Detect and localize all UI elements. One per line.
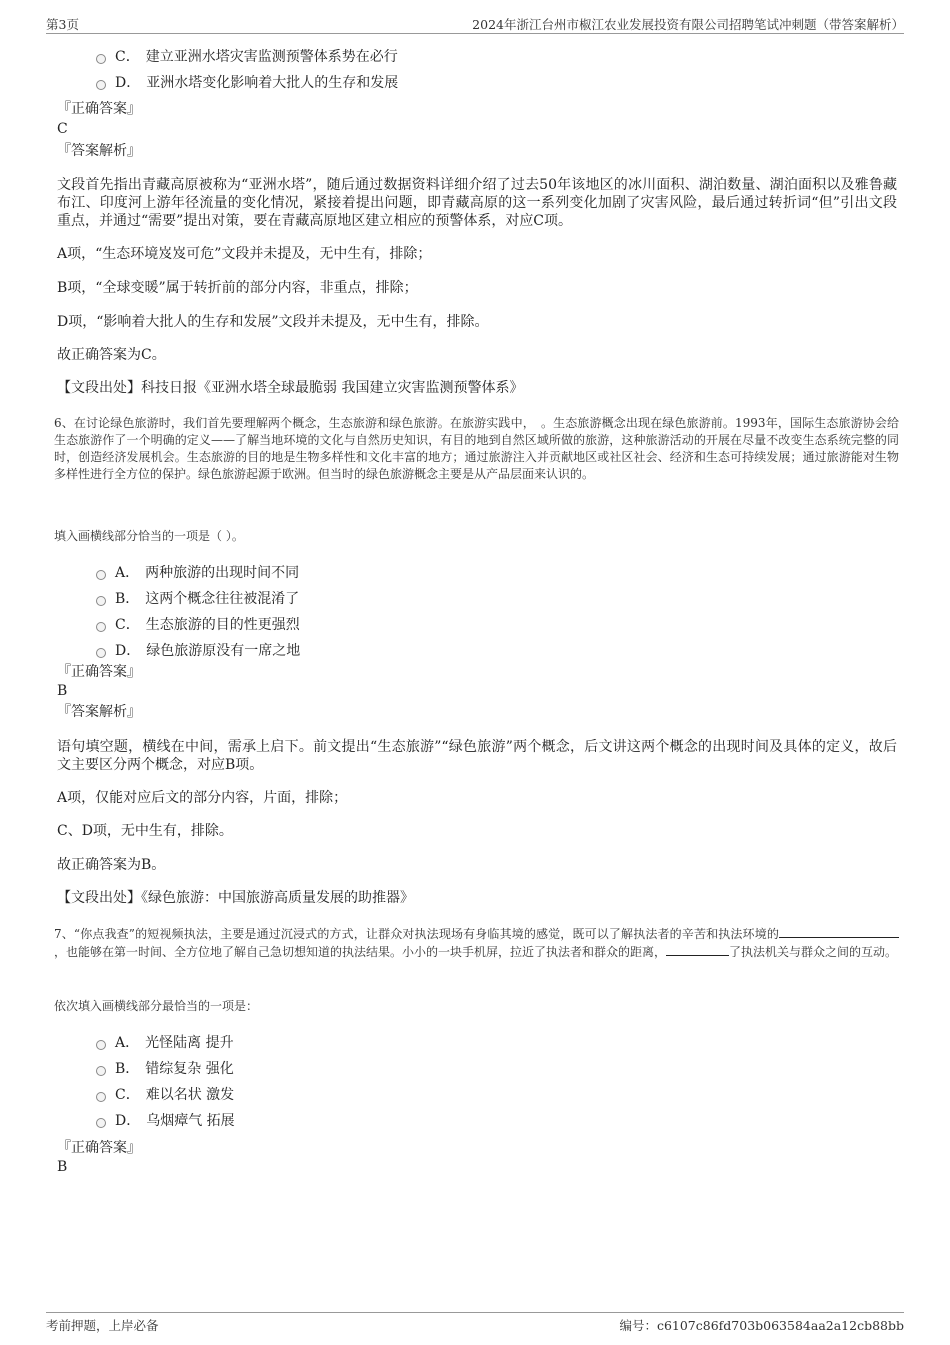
page-number: 第3页 — [46, 17, 79, 32]
q5-analysis-b: B项，“全球变暖”属于转折前的部分内容，非重点，排除； — [57, 280, 418, 296]
q6-answer-label: 『正确答案』 — [57, 664, 141, 680]
q6-answer: B — [57, 683, 68, 699]
q5-answer-label: 『正确答案』 — [57, 101, 141, 117]
q5-source: 【文段出处】科技日报《亚洲水塔全球最脆弱 我国建立灾害监测预警体系》 — [57, 380, 524, 396]
q6-conclusion: 故正确答案为B。 — [57, 857, 166, 873]
q7-question-text: 7、“你点我查”的短视频执法，主要是通过沉浸式的方式，让群众对执法现场有身临其境的感觉，既可以了解执法者的辛苦和执法环境的，也能够在第一时间、全方位地了解自己急切想知道的执法结果。小小的一块手机屏，拉近了执法者和群众的距离， 了执法机关与群众之间的互动。 — [54, 927, 898, 959]
q7-answer: B — [57, 1159, 68, 1175]
q6-prompt: 填入画横线部分恰当的一项是（ ）。 — [54, 529, 244, 543]
q5-analysis-paragraph: 文段首先指出青藏高原被称为“亚洲水塔”，随后通过数据资料详细介绍了过去50年该地区的冰川面积、湖泊数量、湖泊面积以及雅鲁藏布江、印度河上游年径流量的变化情况，紧接着提出问题，即青藏高原的这一系列变化加剧了灾害风险，最后通过转折词“但”引出文段重点，并通过“需要”提出对策，要在青藏高原地区建立相应的预警体系，对应C项。 — [57, 177, 897, 229]
radio-icon[interactable] — [96, 1066, 106, 1076]
q5-analysis-a: A项，“生态环境岌岌可危”文段并未提及，无中生有，排除； — [57, 246, 432, 262]
q5-option-d[interactable]: D． 亚洲水塔变化影响着大批人的生存和发展 — [96, 73, 398, 93]
q6-source: 【文段出处】《绿色旅游：中国旅游高质量发展的助推器》 — [57, 890, 414, 906]
q6-option-a[interactable]: A． 两种旅游的出现时间不同 — [96, 563, 299, 583]
q5-conclusion: 故正确答案为C。 — [57, 347, 166, 363]
blank-1 — [779, 925, 899, 938]
radio-icon[interactable] — [96, 80, 106, 90]
q5-answer: C — [57, 121, 68, 137]
footer-slogan: 考前押题，上岸必备 — [46, 1318, 159, 1333]
q6-analysis-cd: C、D项，无中生有，排除。 — [57, 823, 233, 839]
radio-icon[interactable] — [96, 622, 106, 632]
q7-option-b[interactable]: B． 错综复杂 强化 — [96, 1059, 234, 1079]
q7-answer-label: 『正确答案』 — [57, 1140, 141, 1156]
q5-option-c[interactable]: C． 建立亚洲水塔灾害监测预警体系势在必行 — [96, 47, 398, 67]
blank-2 — [666, 943, 729, 956]
document-code: 编号：c6107c86fd703b063584aa2a12cb88bb — [619, 1318, 904, 1333]
radio-icon[interactable] — [96, 1040, 106, 1050]
q6-option-b[interactable]: B． 这两个概念往往被混淆了 — [96, 589, 299, 609]
q6-analysis-a: A项，仅能对应后文的部分内容，片面，排除； — [57, 790, 348, 806]
q5-analysis-label: 『答案解析』 — [57, 143, 141, 159]
q6-option-d[interactable]: D． 绿色旅游原没有一席之地 — [96, 641, 300, 661]
q6-question-text: 6、在讨论绿色旅游时，我们首先要理解两个概念，生态旅游和绿色旅游。在旅游实践中， 。生态旅游概念出现在绿色旅游前。1993年，国际生态旅游协会给生态旅游作了一个明确的定义——了解当地环境的文化与自然历史知识，有目的地到自然区域所做的旅游，这种旅游活动的开展在尽量不改变生态系统完整的同时，创造经济发展机会。生态旅游的目的地是生物多样性和文化丰富的地方；通过旅游注入并贡献地区或社区社会、经济和生态可持续发展；通过旅游能对生物多样性进行全方位的保护。绿色旅游起源于欧洲。但当时的绿色旅游概念主要是从产品层面来认识的。 — [54, 416, 899, 481]
q7-option-a[interactable]: A． 光怪陆离 提升 — [96, 1033, 234, 1053]
q7-prompt: 依次填入画横线部分最恰当的一项是： — [54, 999, 259, 1013]
radio-icon[interactable] — [96, 648, 106, 658]
page-footer — [46, 1312, 904, 1337]
page-header — [46, 13, 904, 34]
radio-icon[interactable] — [96, 54, 106, 64]
radio-icon[interactable] — [96, 1118, 106, 1128]
q5-analysis-d: D项，“影响着大批人的生存和发展”文段并未提及，无中生有，排除。 — [57, 314, 489, 330]
document-title: 2024年浙江台州市椒江农业发展投资有限公司招聘笔试冲刺题（带答案解析） — [472, 17, 904, 32]
radio-icon[interactable] — [96, 570, 106, 580]
q7-option-d[interactable]: D． 乌烟瘴气 拓展 — [96, 1111, 235, 1131]
q6-analysis-paragraph: 语句填空题，横线在中间，需承上启下。前文提出“生态旅游”“绿色旅游”两个概念，后文讲这两个概念的出现时间及具体的定义，故后文主要区分两个概念，对应B项。 — [57, 739, 897, 773]
q6-analysis-label: 『答案解析』 — [57, 704, 141, 720]
q6-option-c[interactable]: C． 生态旅游的目的性更强烈 — [96, 615, 300, 635]
radio-icon[interactable] — [96, 1092, 106, 1102]
radio-icon[interactable] — [96, 596, 106, 606]
q7-option-c[interactable]: C． 难以名状 激发 — [96, 1085, 234, 1105]
